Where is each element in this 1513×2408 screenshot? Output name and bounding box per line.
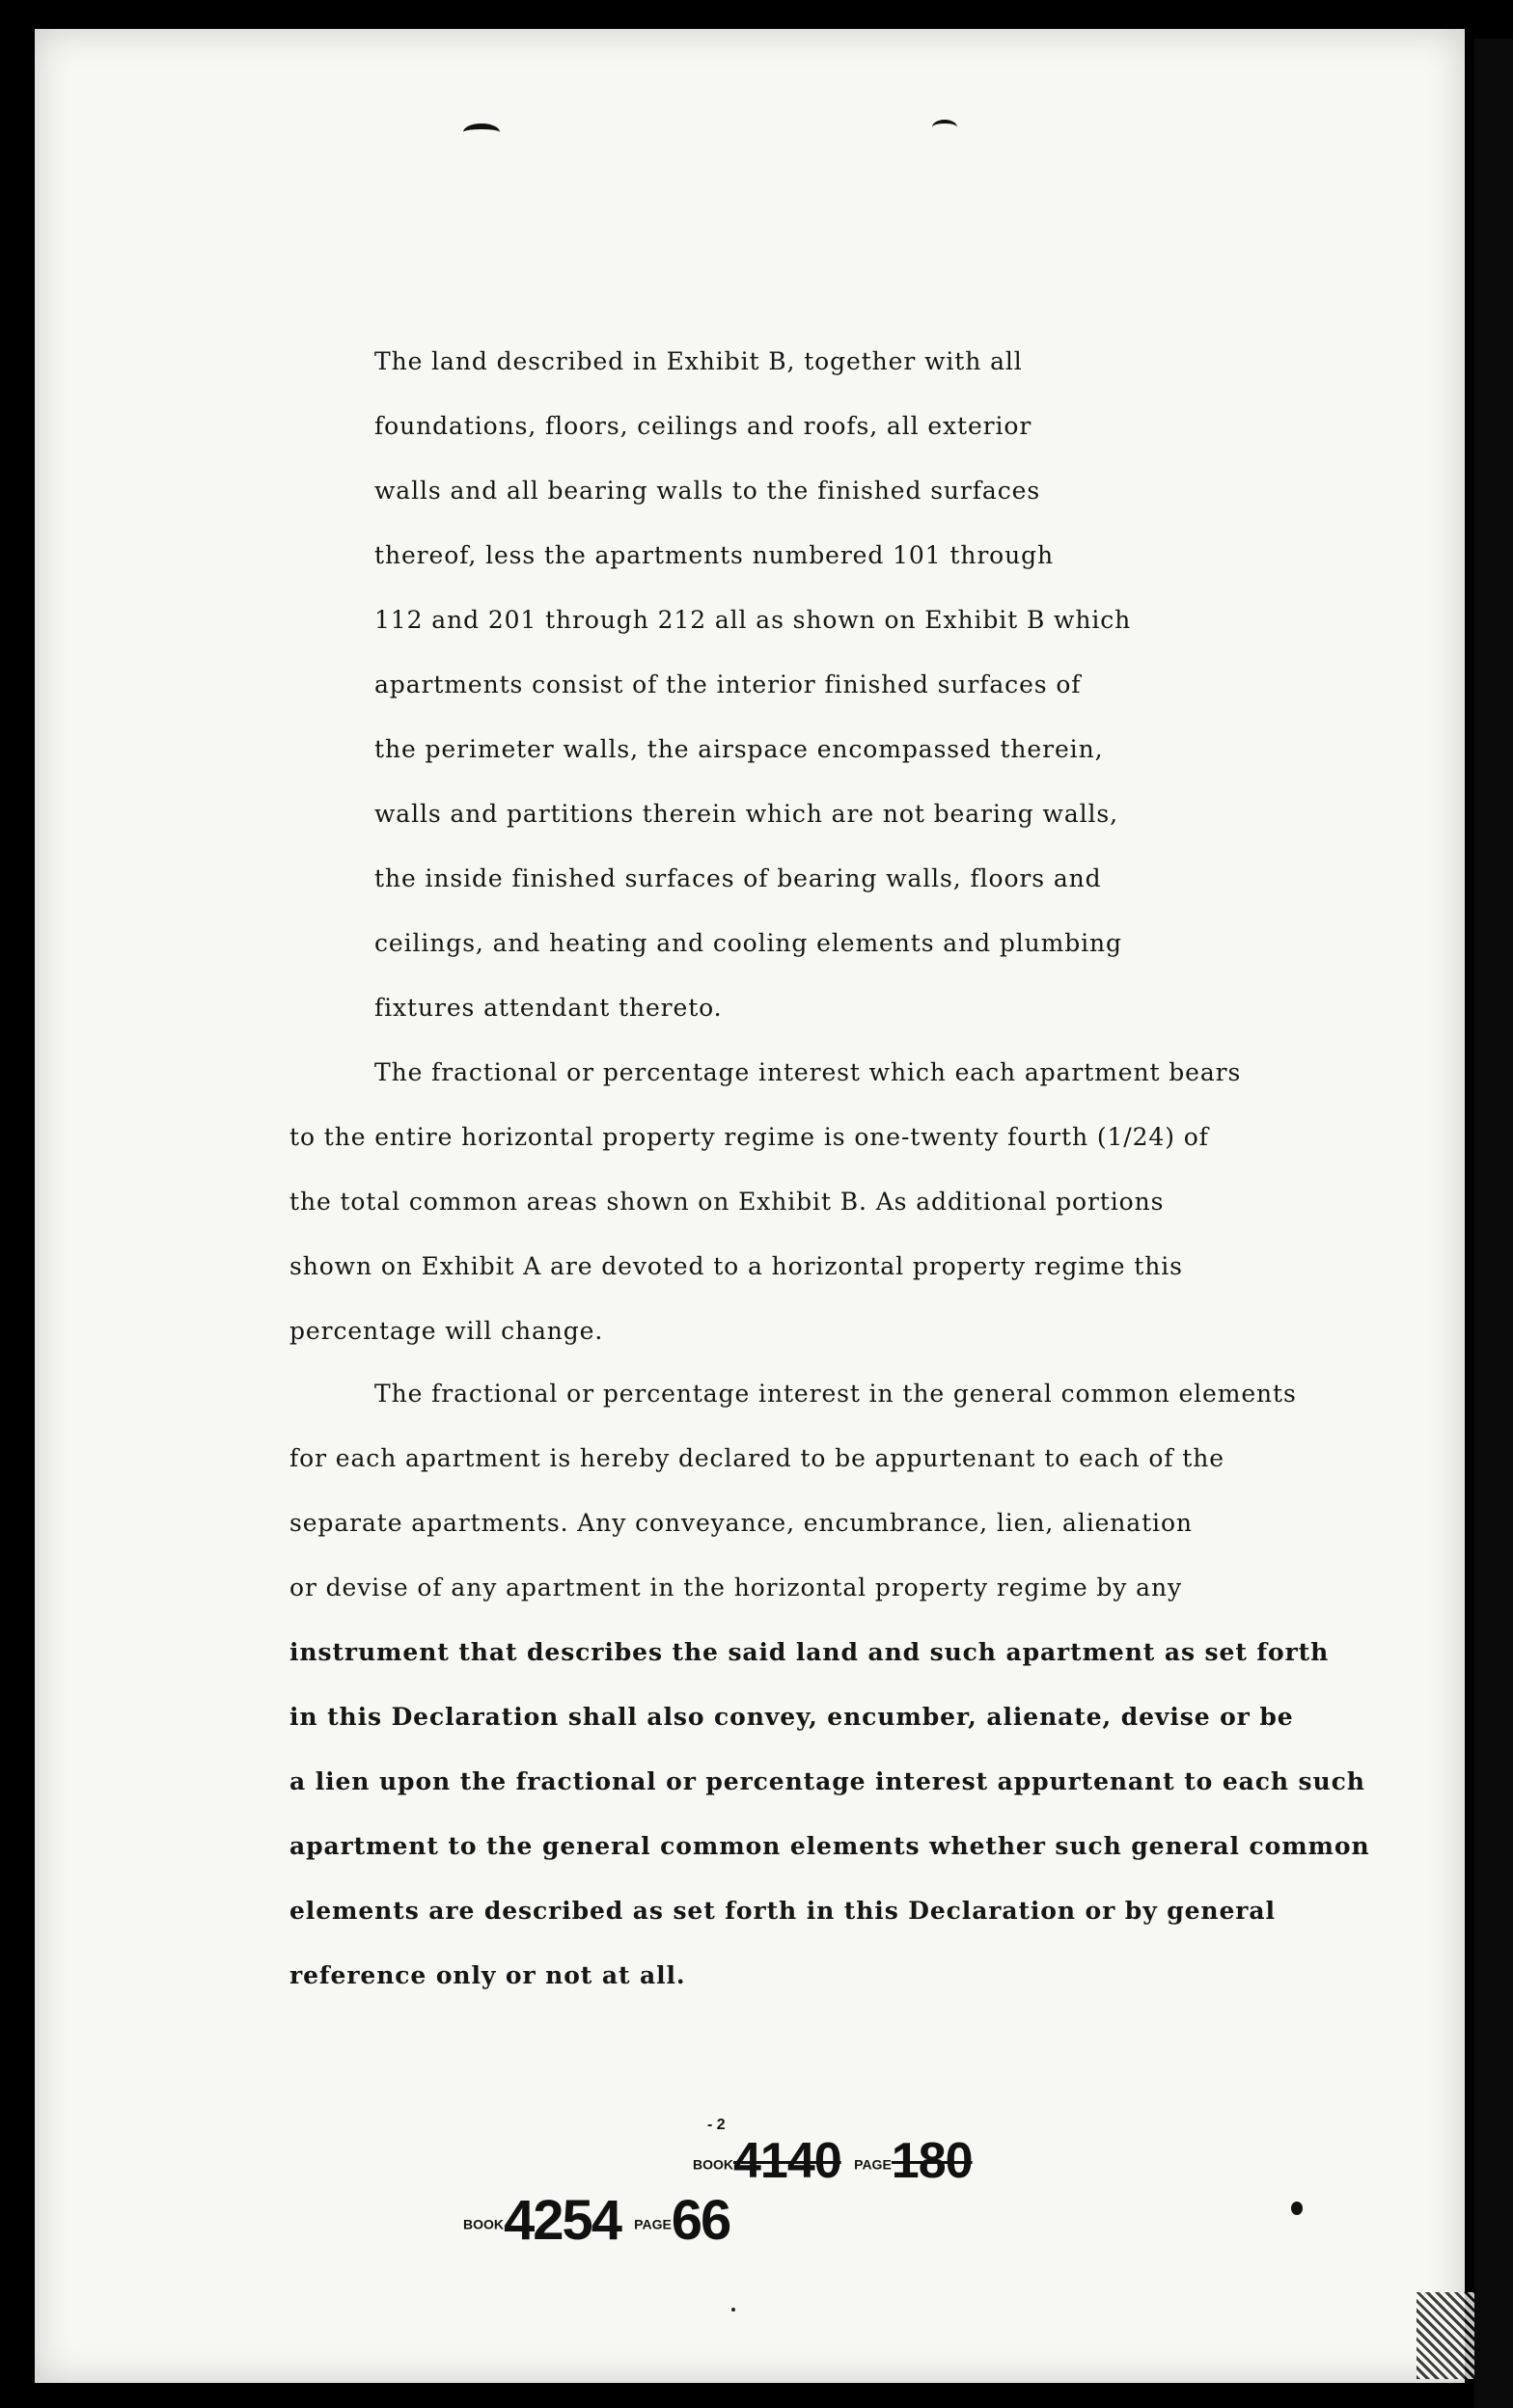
text-line: fixtures attendant thereto. — [374, 994, 723, 1022]
scan-noise-corner — [1417, 2292, 1474, 2379]
text-line: shown on Exhibit A are devoted to a horizontal property regime this — [289, 1252, 1183, 1280]
text-line: walls and partitions therein which are not bearing walls, — [374, 800, 1118, 828]
text-line: ceilings, and heating and cooling elements and plumbing — [374, 929, 1122, 957]
text-line: apartments consist of the interior finished surfaces of — [374, 670, 1082, 698]
text-line: foundations, floors, ceilings and roofs, all exterior — [374, 412, 1032, 440]
text-line: thereof, less the apartments numbered 101 through — [374, 541, 1055, 569]
text-line: reference only or not at all. — [289, 1961, 686, 1989]
text-line: 112 and 201 through 212 all as shown on Exhibit B which — [374, 606, 1132, 634]
text-line: instrument that describes the said land and such apartment as set forth — [289, 1638, 1330, 1666]
text-line: in this Declaration shall also convey, encumber, alienate, devise or be — [289, 1703, 1294, 1731]
text-line: or devise of any apartment in the horizontal property regime by any — [289, 1573, 1182, 1601]
text-line: separate apartments. Any conveyance, encumbrance, lien, alienation — [289, 1509, 1193, 1537]
text-line: The fractional or percentage interest in the general common elements — [374, 1380, 1297, 1408]
stamp-page-number: 66 — [671, 2189, 730, 2252]
stamp-page-label: PAGE — [854, 2156, 892, 2173]
page-number-mark: - 2 — [707, 2117, 726, 2133]
scan-edge — [1474, 39, 1513, 2408]
stamp-page-label: PAGE — [634, 2216, 672, 2232]
stamp-book-label: BOOK — [463, 2216, 504, 2232]
stamp-book-number: 4140 — [733, 2133, 841, 2189]
text-line: The land described in Exhibit B, together with all — [374, 347, 1023, 375]
stamp-book-label: BOOK — [693, 2156, 733, 2173]
text-line: the perimeter walls, the airspace encompassed therein, — [374, 735, 1104, 763]
text-line: The fractional or percentage interest which each apartment bears — [374, 1058, 1242, 1086]
stamp-page-number: 180 — [891, 2133, 973, 2189]
text-line: walls and all bearing walls to the finished surfaces — [374, 477, 1041, 505]
ink-dot — [1291, 2202, 1303, 2215]
scan-speck — [731, 2308, 735, 2312]
text-line: the inside finished surfaces of bearing walls, floors and — [374, 864, 1102, 892]
text-line: to the entire horizontal property regime is one-twenty fourth (1/24) of — [289, 1123, 1209, 1151]
text-line: percentage will change. — [289, 1317, 604, 1345]
binding-hole-mark-right — [932, 120, 957, 135]
text-line: elements are described as set forth in this Declaration or by general — [289, 1897, 1276, 1925]
text-line: the total common areas shown on Exhibit B. As additional portions — [289, 1188, 1165, 1216]
stamp-book-number: 4254 — [504, 2189, 621, 2252]
recording-stamp-original — [693, 2132, 973, 2190]
text-line: for each apartment is hereby declared to be appurtenant to each of the — [289, 1444, 1224, 1472]
recording-stamp-current — [463, 2188, 729, 2253]
text-line: a lien upon the fractional or percentage interest appurtenant to each such — [289, 1767, 1365, 1795]
text-line: apartment to the general common elements whether such general common — [289, 1832, 1370, 1860]
binding-hole-mark-left — [463, 123, 500, 141]
